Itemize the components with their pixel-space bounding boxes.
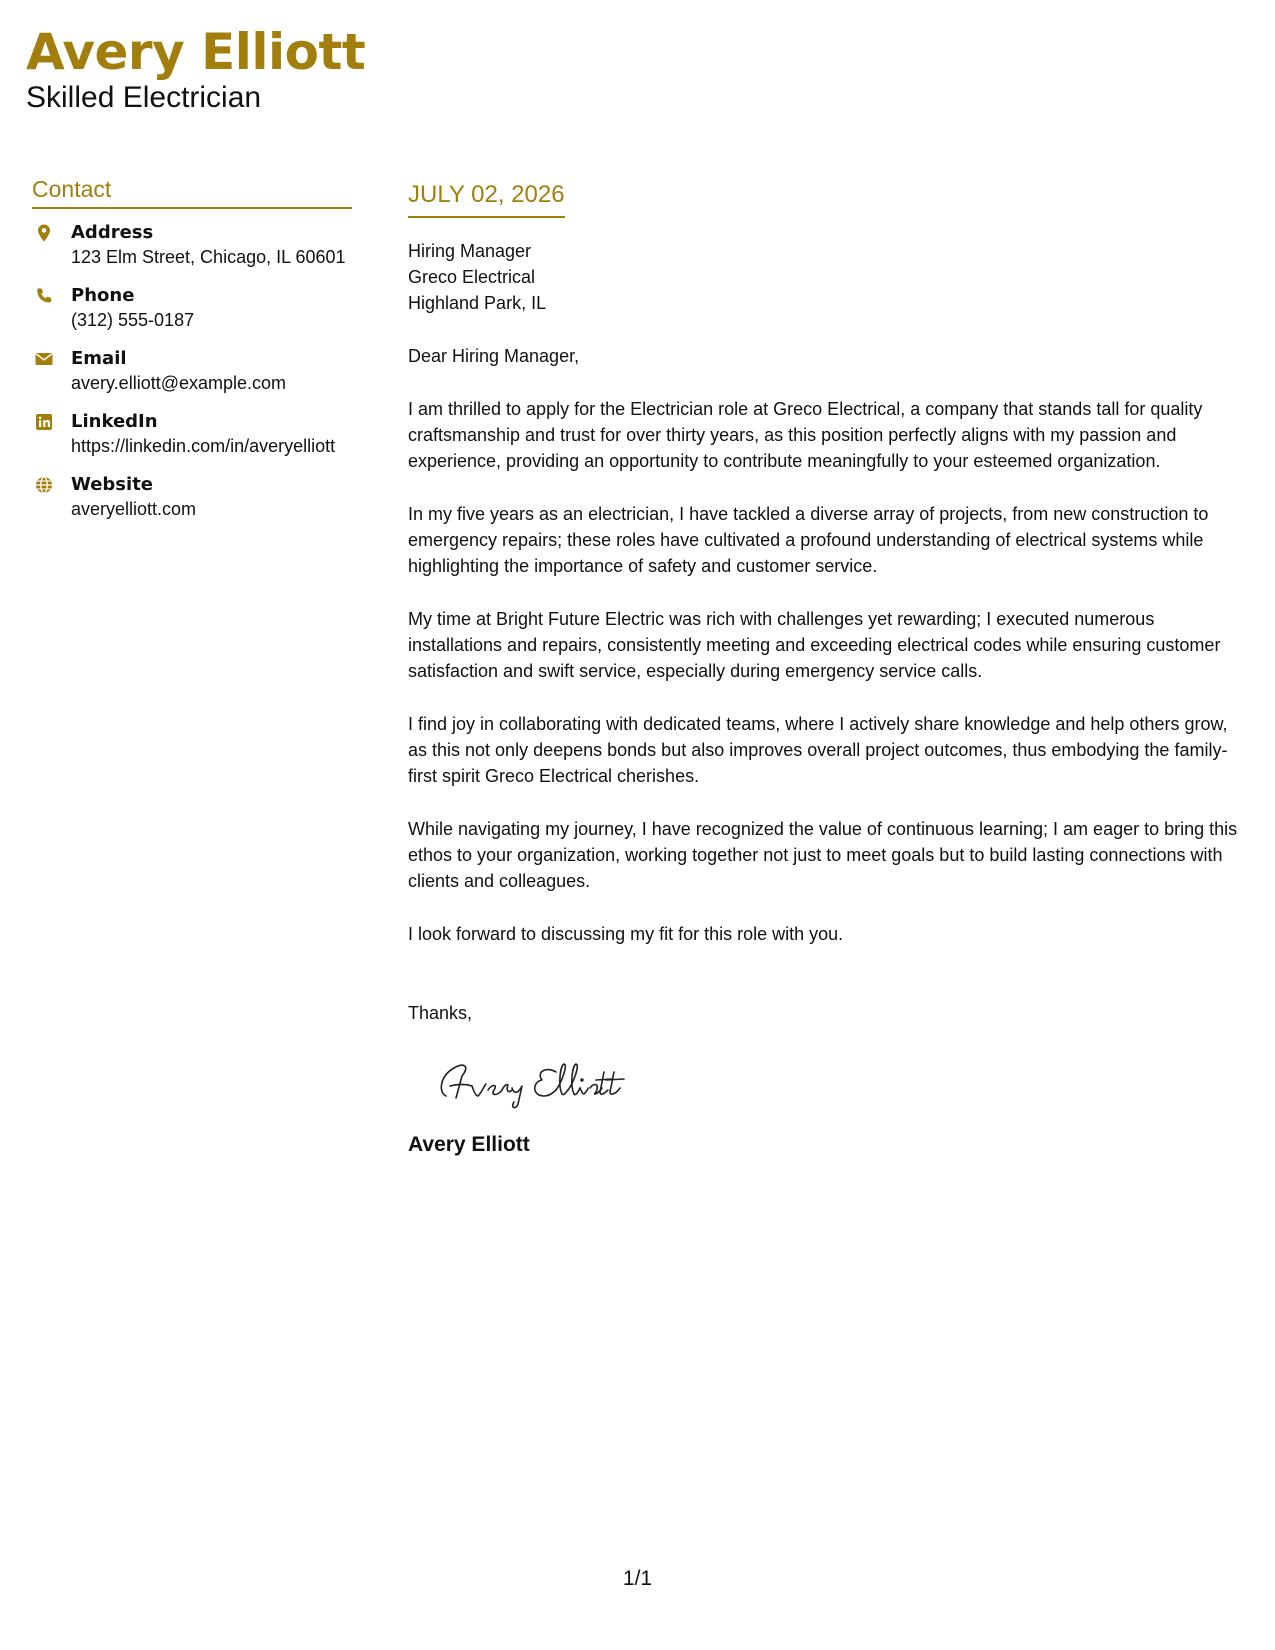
page-number: 1/1 xyxy=(622,1567,653,1590)
contact-value[interactable]: averyelliott.com xyxy=(71,499,197,519)
envelope-icon xyxy=(34,349,54,369)
phone-icon xyxy=(34,286,54,306)
contact-address xyxy=(32,221,352,270)
contact-sidebar xyxy=(32,175,352,536)
contact-value: (312) 555-0187 xyxy=(71,310,195,330)
contact-email xyxy=(32,347,352,396)
letter-date: JULY 02, 2026 xyxy=(408,180,565,218)
map-pin-icon xyxy=(34,223,54,243)
recipient-location: Highland Park, IL xyxy=(408,293,547,313)
paragraph: While navigating my journey, I have recognized the value of continuous learning; I am eager to bring this ethos to your organization, working together not just to meet goals but to build lasting connections with clients and colleagues. xyxy=(408,819,1238,891)
contact-value: avery.elliott@example.com xyxy=(71,373,287,393)
paragraph: I am thrilled to apply for the Electrician role at Greco Electrical, a company that stands tall for quality craftsmanship and trust for over thirty years, as this position perfectly aligns with my passion and experience, providing an opportunity to contribute meaningfully to your esteemed organization. xyxy=(408,399,1203,471)
letter-header xyxy=(26,22,365,116)
recipient-title: Hiring Manager xyxy=(408,241,532,261)
paragraph: My time at Bright Future Electric was rich with challenges yet rewarding; I executed numerous installations and repairs, consistently meeting and exceeding electrical codes while ensuring customer satisfaction and swift service, especially during emergency service calls. xyxy=(408,609,1221,681)
applicant-name: Avery Elliott xyxy=(26,23,366,81)
greeting: Dear Hiring Manager, xyxy=(408,346,580,366)
contact-list xyxy=(32,221,352,522)
contact-label: Website xyxy=(71,474,154,495)
closing: Thanks, xyxy=(408,1003,473,1023)
recipient-block xyxy=(408,238,1248,316)
paragraph: I find joy in collaborating with dedicated teams, where I actively share knowledge and help others grow, as this not only deepens bonds but also improves overall project outcomes, thus embodying the family-first spirit Greco Electrical cherishes. xyxy=(408,714,1228,786)
contact-value[interactable]: https://linkedin.com/in/averyelliott xyxy=(71,436,336,456)
contact-phone xyxy=(32,284,352,333)
letter-body xyxy=(408,180,1248,1159)
linkedin-icon xyxy=(34,412,54,432)
globe-icon xyxy=(34,475,54,495)
contact-value: 123 Elm Street, Chicago, IL 60601 xyxy=(71,247,346,267)
contact-label: Address xyxy=(71,222,154,243)
recipient-company: Greco Electrical xyxy=(408,267,536,287)
contact-label: LinkedIn xyxy=(71,411,158,432)
signed-name: Avery Elliott xyxy=(408,1133,530,1156)
applicant-role: Skilled Electrician xyxy=(26,81,262,114)
contact-label: Phone xyxy=(71,285,135,306)
contact-label: Email xyxy=(71,348,127,369)
paragraph: I look forward to discussing my fit for this role with you. xyxy=(408,924,844,944)
handwritten-signature xyxy=(432,1052,652,1112)
contact-heading: Contact xyxy=(32,175,352,209)
contact-website xyxy=(32,473,352,522)
paragraph: In my five years as an electrician, I have tackled a diverse array of projects, from new construction to emergency repairs; these roles have cultivated a profound understanding of electrical systems while highlighting the importance of safety and customer service. xyxy=(408,504,1209,576)
contact-linkedin xyxy=(32,410,352,459)
